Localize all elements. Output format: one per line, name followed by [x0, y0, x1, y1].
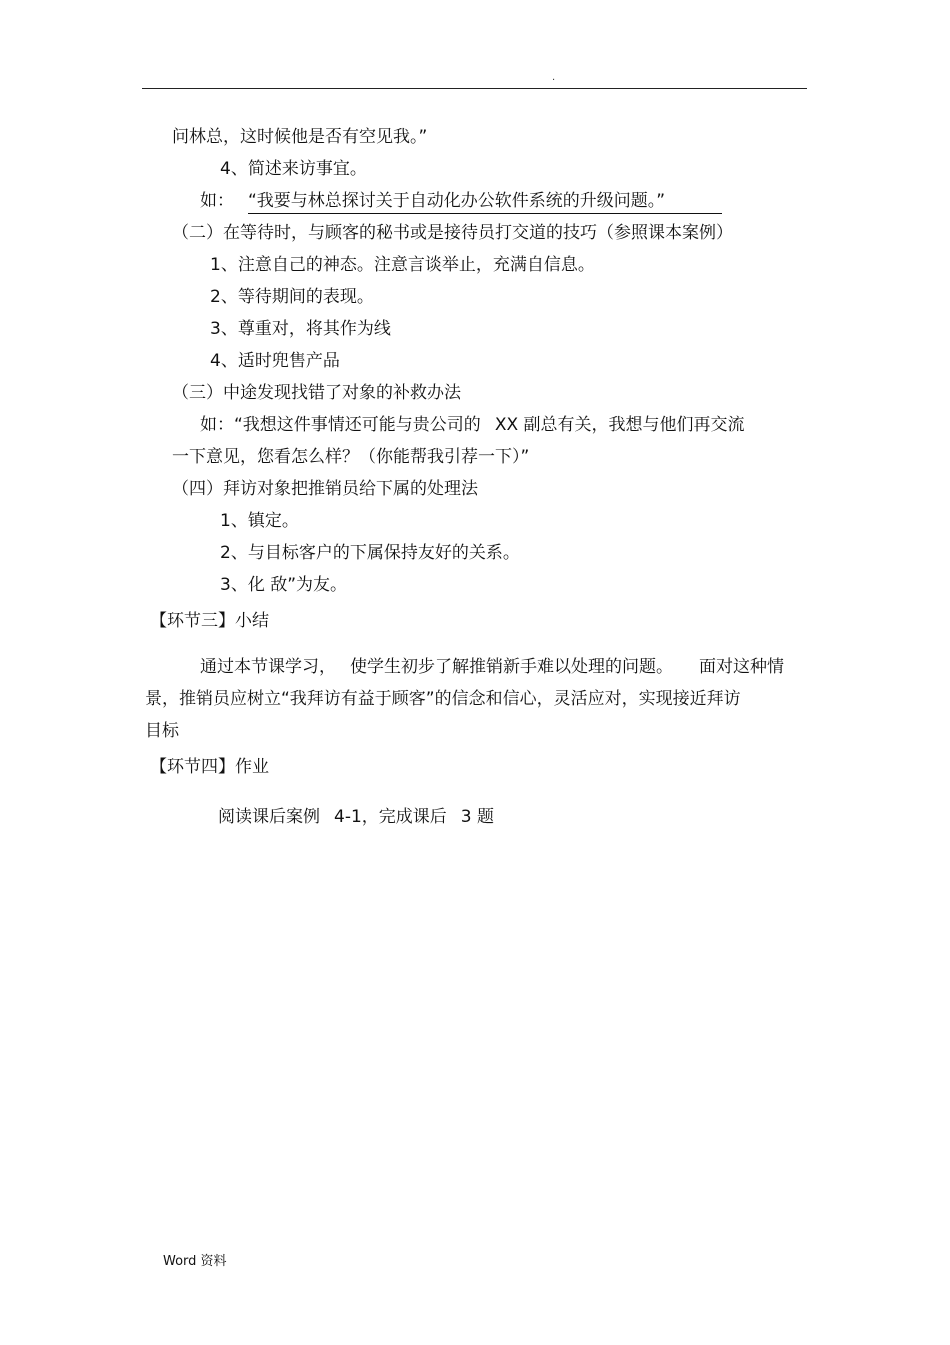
section-heading: （二）在等待时，与顾客的秘书或是接待员打交道的技巧（参照课本案例）	[172, 223, 733, 243]
text-span: 通过本节课学习，	[200, 657, 336, 677]
section-heading: 【环节三】小结	[150, 611, 269, 631]
text-line: 问林总，这时候他是否有空见我。”	[172, 127, 428, 147]
text-span: 阅读课后案例	[218, 807, 320, 827]
text-span: 面对这种情	[699, 657, 784, 677]
text-line	[200, 190, 722, 214]
list-item: 1、注意自己的神态。注意言谈举止，充满自信息。	[210, 255, 595, 275]
text-span: XX 副总有关，我想与他们再交流	[494, 415, 745, 435]
text-span: 4-1，完成课后	[334, 807, 447, 827]
text-line: 4、简述来访事宜。	[220, 159, 367, 179]
text-line	[200, 656, 784, 678]
header-rule	[142, 88, 807, 89]
page-footer: Word 资料	[163, 1254, 227, 1269]
list-item: 1、镇定。	[220, 511, 299, 531]
text-line: 一下意见，您看怎么样？（你能帮我引荐一下）”	[172, 447, 530, 467]
text-line	[200, 414, 745, 436]
header-dot: .	[552, 72, 556, 83]
example-prefix: 如：	[200, 191, 234, 211]
underlined-quote: “我要与林总探讨关于自动化办公软件系统的升级问题。”	[248, 190, 722, 214]
list-item: 3、化 敌”为友。	[220, 575, 348, 595]
section-heading: （三）中途发现找错了对象的补救办法	[172, 383, 461, 403]
text-line	[218, 806, 494, 828]
text-line: 景，推销员应树立“我拜访有益于顾客”的信念和信心，灵活应对，实现接近拜访	[145, 689, 741, 709]
list-item: 4、适时兜售产品	[210, 351, 340, 371]
text-span: 使学生初步了解推销新手难以处理的问题。	[350, 657, 673, 677]
text-span: 3 题	[460, 807, 495, 827]
section-heading: 【环节四】作业	[150, 757, 269, 777]
text-span: 如：“我想这件事情还可能与贵公司的	[200, 415, 481, 435]
text-line: 目标	[145, 721, 179, 741]
list-item: 2、等待期间的表现。	[210, 287, 374, 307]
list-item: 2、与目标客户的下属保持友好的关系。	[220, 543, 520, 563]
section-heading: （四）拜访对象把推销员给下属的处理法	[172, 479, 478, 499]
list-item: 3、尊重对，将其作为线	[210, 319, 391, 339]
